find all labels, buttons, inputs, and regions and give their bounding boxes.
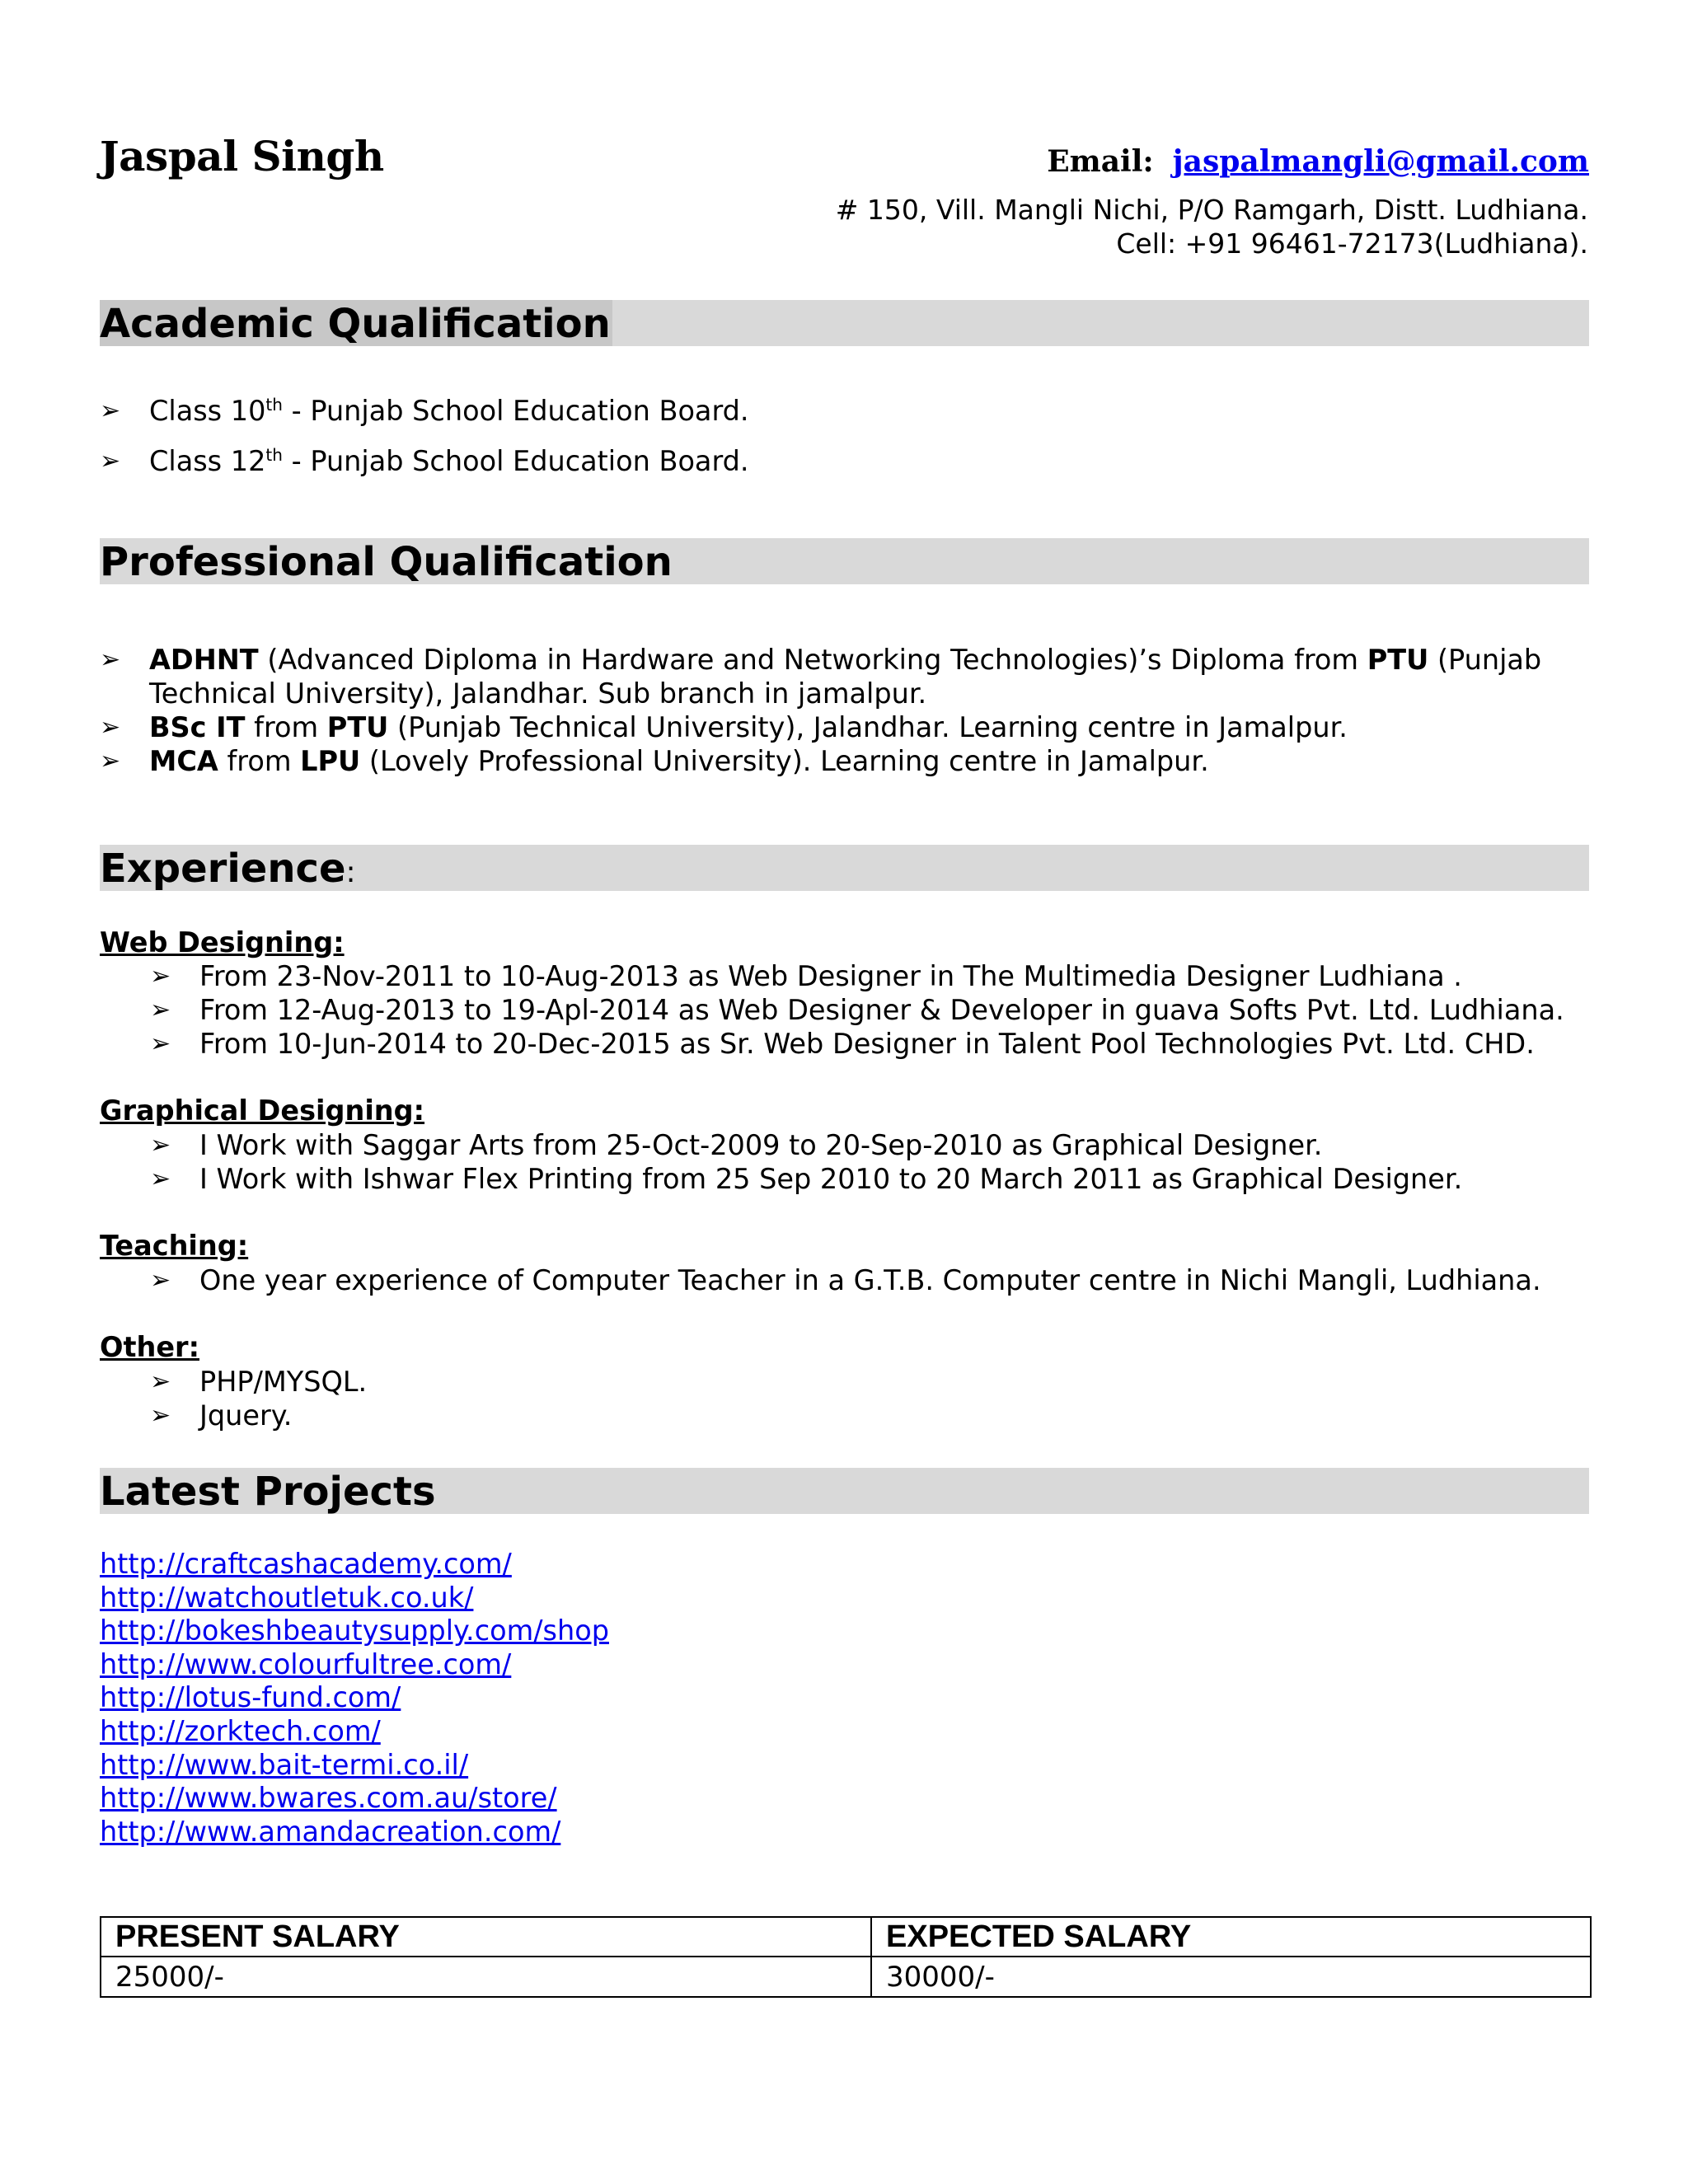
arrow-bullet-icon: ➢ — [150, 1367, 171, 1396]
list-item: ➢ MCA from LPU (Lovely Professional University). Learning centre in Jamalpur. — [100, 745, 1209, 777]
project-link[interactable]: http://zorktech.com/ — [100, 1714, 381, 1747]
list-item: ➢ PHP/MYSQL. — [150, 1366, 368, 1398]
project-link[interactable]: http://www.amandacreation.com/ — [100, 1815, 561, 1848]
list-item: ➢ Jquery. — [150, 1399, 293, 1432]
arrow-bullet-icon: ➢ — [150, 962, 171, 991]
subheading-teaching: Teaching: — [100, 1230, 249, 1262]
teaching-list — [150, 1263, 1541, 1297]
section-experience — [100, 845, 1589, 891]
list-item: ➢ One year experience of Computer Teacher in a G.T.B. Computer centre in Nichi Mangli, Ludhiana. — [150, 1264, 1541, 1296]
web-designing-list — [150, 959, 1564, 1061]
other-list — [150, 1365, 367, 1432]
project-link[interactable]: http://www.colourfultree.com/ — [100, 1647, 512, 1680]
present-salary-value: 25000/- — [101, 1957, 871, 1997]
section-academic — [100, 300, 1589, 346]
list-item: ➢ Class 12th - Punjab School Education Board. — [100, 444, 749, 477]
project-link[interactable]: http://craftcashacademy.com/ — [100, 1548, 512, 1580]
expected-salary-header: EXPECTED SALARY — [871, 1917, 1591, 1957]
arrow-bullet-icon: ➢ — [100, 396, 121, 425]
table-row — [101, 1957, 1591, 1997]
present-salary-header: PRESENT SALARY — [101, 1917, 871, 1957]
contact-block — [836, 193, 1588, 260]
section-projects — [100, 1468, 1589, 1514]
arrow-bullet-icon: ➢ — [150, 1029, 171, 1058]
section-professional — [100, 538, 1589, 584]
professional-list — [100, 643, 1541, 778]
project-link[interactable]: http://bokeshbeautysupply.com/shop — [100, 1615, 609, 1647]
subheading-graphical: Graphical Designing: — [100, 1094, 425, 1127]
project-link[interactable]: http://www.bait-termi.co.il/ — [100, 1748, 469, 1781]
arrow-bullet-icon: ➢ — [100, 713, 121, 742]
section-title-experience: Experience: — [100, 846, 356, 892]
email-label: Email: — [1047, 144, 1154, 179]
arrow-bullet-icon: ➢ — [100, 447, 121, 476]
arrow-bullet-icon: ➢ — [150, 1165, 171, 1193]
applicant-name: Jaspal Singh — [100, 132, 384, 180]
email-row — [1047, 144, 1589, 179]
list-item: ➢ From 10-Jun-2014 to 20-Dec-2015 as Sr. Web Designer in Talent Pool Technologies Pvt. Ltd. CHD. — [150, 1028, 1535, 1060]
arrow-bullet-icon: ➢ — [150, 1131, 171, 1160]
subheading-web: Web Designing: — [100, 926, 345, 958]
arrow-bullet-icon: ➢ — [150, 996, 171, 1024]
academic-list — [100, 394, 749, 494]
arrow-bullet-icon: ➢ — [150, 1401, 171, 1430]
list-item: ➢ I Work with Ishwar Flex Printing from 25 Sep 2010 to 20 March 2011 as Graphical Designer. — [150, 1163, 1463, 1195]
project-link[interactable]: http://lotus-fund.com/ — [100, 1681, 401, 1714]
project-links — [100, 1548, 609, 1849]
section-title-professional: Professional Qualification — [100, 539, 673, 585]
table-header-row — [101, 1917, 1591, 1957]
salary-table — [100, 1916, 1592, 1998]
project-link[interactable]: http://www.bwares.com.au/store/ — [100, 1782, 557, 1815]
email-link[interactable]: jaspalmangli@gmail.com — [1172, 144, 1589, 179]
cell-line: Cell: +91 96461-72173(Ludhiana). — [1116, 227, 1588, 260]
graphical-designing-list — [150, 1128, 1462, 1196]
address-line: # 150, Vill. Mangli Nichi, P/O Ramgarh, Distt. Ludhiana. — [835, 194, 1588, 226]
arrow-bullet-icon: ➢ — [100, 747, 121, 776]
list-item: ➢ I Work with Saggar Arts from 25-Oct-2009 to 20-Sep-2010 as Graphical Designer. — [150, 1129, 1323, 1161]
list-item: ➢ Class 10th - Punjab School Education Board. — [100, 394, 749, 427]
list-item: ➢ ADHNT (Advanced Diploma in Hardware and Networking Technologies)’s Diploma from PTU (Punjab Technical University), Jalandhar. Sub branch in jamalpur. — [100, 644, 1542, 710]
arrow-bullet-icon: ➢ — [150, 1266, 171, 1295]
subheading-other: Other: — [100, 1331, 199, 1363]
section-title-projects: Latest Projects — [100, 1469, 436, 1515]
section-title-academic: Academic Qualification — [100, 301, 611, 347]
list-item: ➢ From 23-Nov-2011 to 10-Aug-2013 as Web Designer in The Multimedia Designer Ludhiana . — [150, 960, 1462, 992]
expected-salary-value: 30000/- — [871, 1957, 1591, 1997]
list-item: ➢ BSc IT from PTU (Punjab Technical University), Jalandhar. Learning centre in Jamalpur. — [100, 711, 1348, 743]
list-item: ➢ From 12-Aug-2013 to 19-Apl-2014 as Web Designer & Developer in guava Softs Pvt. Ltd. Ludhiana. — [150, 994, 1564, 1026]
arrow-bullet-icon: ➢ — [100, 645, 121, 674]
project-link[interactable]: http://watchoutletuk.co.uk/ — [100, 1581, 474, 1614]
